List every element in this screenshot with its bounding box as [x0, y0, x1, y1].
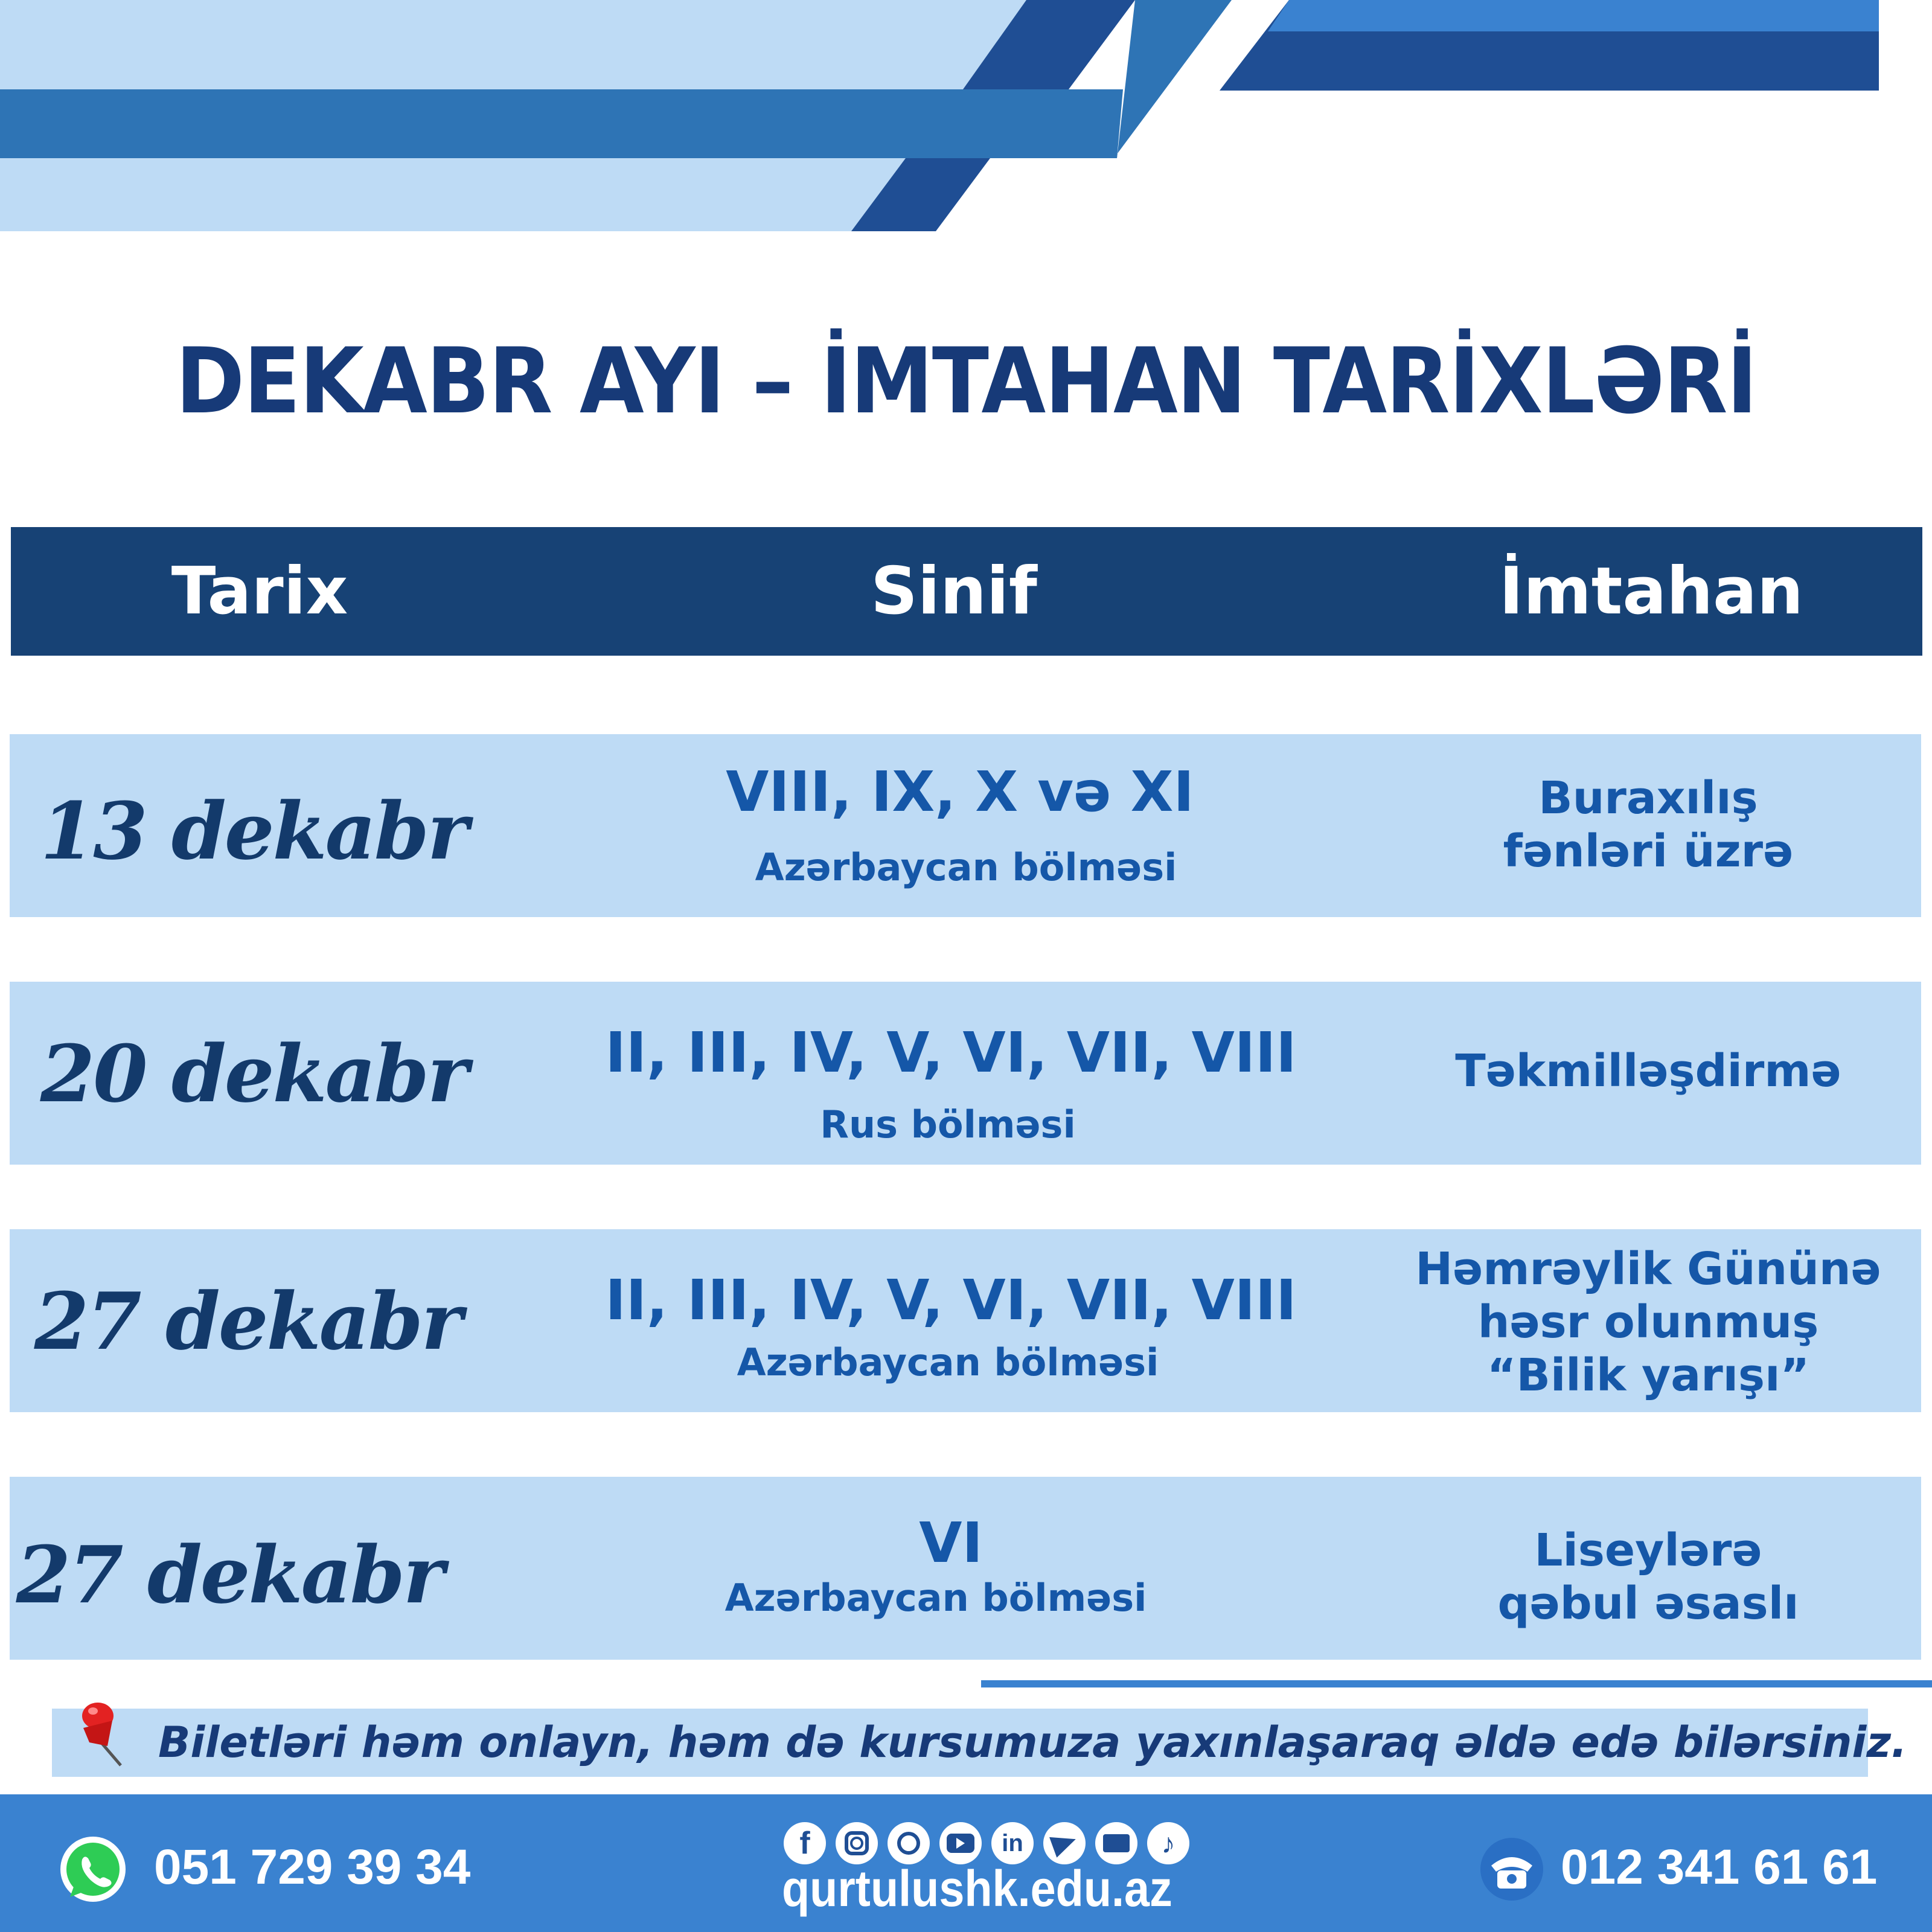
row-date: 13 dekabr — [40, 785, 467, 877]
telephone-icon — [1478, 1835, 1546, 1903]
instagram-icon[interactable] — [836, 1822, 878, 1864]
row-exam: Liseylərə qəbul əsaslı — [1497, 1524, 1799, 1630]
tiktok-icon[interactable]: ♪ — [1147, 1822, 1189, 1864]
whatsapp-icon[interactable] — [59, 1835, 127, 1903]
whatsapp-small-icon[interactable] — [888, 1822, 930, 1864]
email-icon[interactable] — [1095, 1822, 1137, 1864]
landline-phone[interactable]: 012 341 61 61 — [1561, 1840, 1878, 1895]
row-grades: VIII, IX, X və XI — [726, 760, 1194, 824]
row-date: 20 dekabr — [40, 1028, 467, 1120]
divider — [981, 1680, 1932, 1687]
note-text: Biletləri həm onlayn, həm də kursumuza yaxınlaşaraq əldə edə bilərsiniz. — [158, 1718, 1907, 1767]
row-date: 27 dekabr — [16, 1529, 443, 1621]
row-section: Azərbaycan bölməsi — [755, 845, 1177, 889]
mobile-phone[interactable]: 051 729 39 34 — [154, 1840, 471, 1895]
row-grades: VI — [919, 1511, 983, 1575]
page-title: DEKABR AYI – İMTAHAN TARİXLƏRİ — [175, 329, 1757, 434]
header-grade: Sinif — [871, 554, 1037, 629]
linkedin-icon[interactable]: in — [991, 1822, 1034, 1864]
facebook-icon[interactable]: f — [784, 1822, 826, 1864]
row-date: 27 dekabr — [34, 1275, 461, 1367]
pushpin-icon — [77, 1698, 138, 1770]
header-date: Tarix — [171, 554, 348, 629]
website[interactable]: qurtulushk.edu.az — [782, 1860, 1172, 1917]
row-grades: II, III, IV, V, VI, VII, VIII — [605, 1268, 1297, 1332]
row-section: Rus bölməsi — [820, 1102, 1076, 1147]
row-exam: Buraxılış fənləri üzrə — [1503, 772, 1794, 877]
telegram-icon[interactable] — [1043, 1822, 1086, 1864]
row-grades: II, III, IV, V, VI, VII, VIII — [605, 1020, 1297, 1085]
row-exam: Təkmilləşdirmə — [1455, 1045, 1841, 1097]
row-section: Azərbaycan bölməsi — [724, 1576, 1147, 1620]
top-banner-decoration — [0, 0, 1932, 235]
header-exam: İmtahan — [1499, 554, 1803, 629]
row-section: Azərbaycan bölməsi — [737, 1340, 1159, 1384]
row-exam: Həmrəylik Gününə həsr olunmuş “Bilik yarışı” — [1415, 1243, 1881, 1401]
youtube-icon[interactable] — [939, 1822, 982, 1864]
